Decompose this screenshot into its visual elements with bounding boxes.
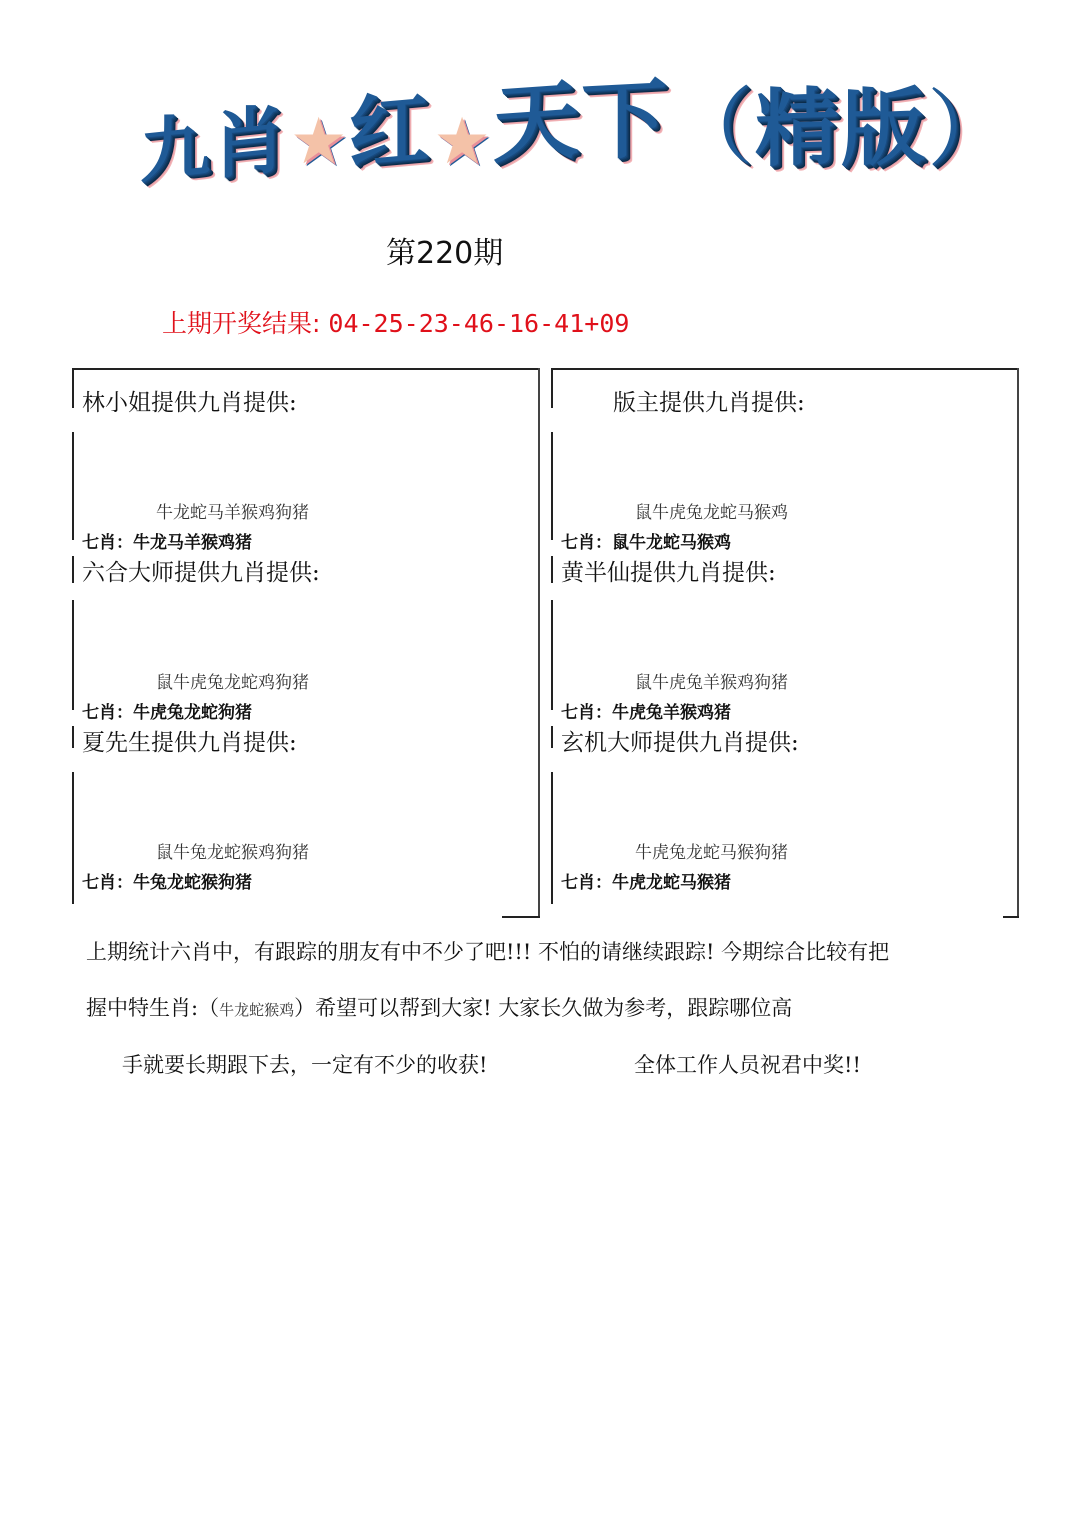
nine-zodiac-list: 牛龙蛇马羊猴鸡狗猪	[156, 503, 309, 523]
footer-line-2	[86, 992, 792, 1022]
footer-line-3: 手就要长期跟下去，一定有不少的收获!	[122, 1053, 488, 1077]
footer-line-2-pre: 握中特生肖:（	[86, 996, 220, 1020]
last-draw-numbers: 04-25-23-46-16-41+09	[328, 309, 630, 338]
title-char: 肖	[212, 96, 286, 190]
title-char: 红	[349, 81, 430, 182]
box-border-left	[72, 432, 74, 540]
box-border-right	[1017, 368, 1019, 918]
provider-heading: 林小姐提供九肖提供:	[82, 390, 297, 416]
seven-zodiac-list: 七肖：鼠牛龙蛇马猴鸡	[561, 533, 731, 553]
provider-heading: 夏先生提供九肖提供:	[82, 730, 297, 756]
issue-number: 第220期	[386, 236, 504, 271]
title-char: 天	[492, 69, 579, 177]
nine-zodiac-list: 鼠牛虎兔龙蛇马猴鸡	[635, 503, 788, 523]
box-border-left	[551, 556, 553, 583]
box-border-left	[551, 600, 553, 710]
title-paren-open: （	[668, 77, 753, 179]
box-border-left	[551, 432, 553, 540]
seven-zodiac-list: 七肖：牛龙马羊猴鸡猪	[82, 533, 252, 553]
provider-heading: 版主提供九肖提供:	[613, 390, 805, 416]
footer-line-1: 上期统计六肖中，有跟踪的朋友有中不少了吧!!! 不怕的请继续跟踪! 今期综合比较有把	[86, 940, 890, 964]
seven-zodiac-list: 七肖：牛虎兔羊猴鸡猪	[561, 703, 731, 723]
box-border-top	[551, 368, 1019, 370]
box-border-left	[551, 726, 553, 748]
footer-greeting: 全体工作人员祝君中奖!!	[634, 1053, 861, 1077]
box-border-left	[72, 600, 74, 710]
box-border-left	[72, 368, 74, 408]
box-border-right	[538, 368, 540, 918]
box-border-bottom	[1003, 916, 1019, 918]
title-paren-close: ）	[926, 77, 1011, 179]
box-border-bottom	[502, 916, 540, 918]
box-border-left	[551, 368, 553, 408]
footer-line-2-post: ）希望可以帮到大家! 大家长久做为参考，跟踪哪位高	[294, 996, 793, 1020]
nine-zodiac-list: 鼠牛兔龙蛇猴鸡狗猪	[156, 843, 309, 863]
title-char: 精	[754, 77, 839, 179]
star-icon: ★	[433, 105, 491, 179]
prediction-box-left	[72, 368, 540, 918]
prediction-box-right	[551, 368, 1019, 918]
seven-zodiac-list: 七肖：牛虎龙蛇马猴猪	[561, 873, 731, 893]
nine-zodiac-list: 牛虎兔龙蛇马猴狗猪	[635, 843, 788, 863]
nine-zodiac-list: 鼠牛虎兔龙蛇鸡狗猪	[156, 673, 309, 693]
box-border-left	[72, 772, 74, 904]
box-border-left	[551, 772, 553, 904]
box-border-top	[72, 368, 540, 370]
seven-zodiac-list: 七肖：牛兔龙蛇猴狗猪	[82, 873, 252, 893]
title-char: 版	[840, 77, 925, 179]
last-draw-result	[162, 304, 629, 340]
title-char: 九	[140, 104, 210, 194]
nine-zodiac-list: 鼠牛虎兔羊猴鸡狗猪	[635, 673, 788, 693]
provider-heading: 玄机大师提供九肖提供:	[561, 730, 799, 756]
box-border-left	[72, 726, 74, 748]
seven-zodiac-list: 七肖：牛虎兔龙蛇狗猪	[82, 703, 252, 723]
star-icon: ★	[290, 105, 348, 179]
provider-heading: 六合大师提供九肖提供:	[82, 560, 320, 586]
provider-heading: 黄半仙提供九肖提供:	[561, 560, 776, 586]
wordart-title	[140, 58, 1011, 194]
box-border-left	[72, 556, 74, 583]
special-zodiac-pick: 牛龙蛇猴鸡	[219, 1001, 295, 1019]
last-draw-label: 上期开奖结果:	[162, 309, 321, 338]
title-char: 下	[580, 68, 667, 174]
